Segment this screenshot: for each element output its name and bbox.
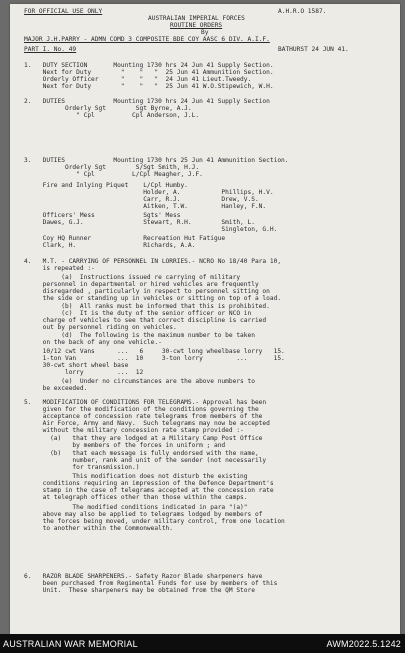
order-line: 5. MODIFICATION OF CONDITIONS FOR TELEGRAMS.- Approval has been xyxy=(24,399,267,406)
order-line: The modified conditions indicated in para "(a)" xyxy=(24,504,248,511)
order-line: charge of vehicles to see that correct discipline is carried xyxy=(24,317,267,324)
order-line: 4. M.T. - CARRYING OF PERSONNEL IN LORRIES.- NCRO No 18/40 Para 10, xyxy=(24,258,282,265)
order-line: number, rank and unit of the sender (not necessarily xyxy=(24,457,267,464)
issuing-officer: MAJOR J.H.PARRY - ADMN COMD 3 COMPOSITE BDE COY AASC 6 DIV. A.I.F. xyxy=(24,36,270,43)
order-line: Orderly Officer " " " 24 Jun 41 Lieut.Tweedy. xyxy=(24,76,252,83)
order-line: above may also be applied to telegrams lodged by members of xyxy=(24,511,263,518)
order-line: Holder, A. Phillips, H.V. xyxy=(24,189,274,196)
order-line: Coy HQ Runner Recreation Hut Fatigue xyxy=(24,235,226,242)
order-line: 6. RAZOR BLADE SHARPENERS.- Safety Razor Blade sharpeners have xyxy=(24,573,263,580)
order-line: the side or standing up in vehicles or sitting on top of a load. xyxy=(24,295,282,302)
order-line: (a) that they are lodged at a Military Camp Post Office xyxy=(24,435,263,442)
order-line: Next for Duty " " " 25 Jun 41 Ammunition Section. xyxy=(24,69,274,76)
order-line: (d) The following is the maximum number to be taken xyxy=(24,332,255,339)
order-line: (e) Under no circumstances are the above numbers to xyxy=(24,378,255,385)
archive-name: AUSTRALIAN WAR MEMORIAL xyxy=(3,639,138,649)
document-page xyxy=(10,4,400,634)
order-line: Dawes, G.J. Stewart, R.H. Smith, L. xyxy=(24,219,255,226)
order-line: (b) that each message is fully endorsed with the name, xyxy=(24,450,259,457)
order-line: conditions requiring an impression of the Defence Department's xyxy=(24,480,274,487)
order-line: to another within the Commonwealth. xyxy=(24,525,174,532)
archive-footer-bar xyxy=(0,634,405,653)
order-line: Clark, H. Richards, A.A. xyxy=(24,242,196,249)
order-line: on the back of any one vehicle.- xyxy=(24,339,162,346)
order-line: Air Force, Army and Navy. Such telegrams may now be accepted xyxy=(24,420,270,427)
order-line: 10/12 cwt Vans ... 6 30-cwt long wheelbase lorry 15. xyxy=(24,348,285,355)
order-line: Singleton, G.H. xyxy=(24,226,278,233)
order-line: 3. DUTIES Mounting 1730 hrs 25 Jun 41 Ammunition Section. xyxy=(24,157,289,164)
order-line: out by personnel riding on vehicles. xyxy=(24,324,177,331)
order-line: personnel in departmental or hired vehicles are frequently xyxy=(24,281,259,288)
order-line: Orderly Sgt S/Sgt Smith, H.J. xyxy=(24,164,200,171)
organisation-name: AUSTRALIAN IMPERIAL FORCES xyxy=(148,15,245,22)
issue-date: BATHURST 24 JUN 41. xyxy=(278,46,349,53)
order-line: the forces being moved, under military control, from one location xyxy=(24,518,285,525)
part-number: PART I. No. 49 xyxy=(24,46,77,53)
order-line: been purchased from Regimental Funds for use by members of this xyxy=(24,580,278,587)
archive-accession-number: AWM2022.5.1242 xyxy=(326,639,401,649)
order-line: Unit. These sharpeners may be obtained from the QM Store xyxy=(24,587,255,594)
order-line: Next for Duty " " " 25 Jun 41 W.O.Stipewich, W.H. xyxy=(24,83,274,90)
order-line: 2. DUTIES Mounting 1730 hrs 24 Jun 41 Supply Section xyxy=(24,98,270,105)
order-line: Officers' Mess Sgts' Mess xyxy=(24,212,181,219)
order-line: at telegraph offices other than those within the camps. xyxy=(24,494,248,501)
order-line: Orderly Sgt Sgt Byrne, A.J. xyxy=(24,105,192,112)
order-line: be exceeded. xyxy=(24,385,88,392)
order-line: is repeated :- xyxy=(24,265,95,272)
order-line: disregarded , particularly in respect to personnel sitting on xyxy=(24,288,270,295)
order-line: Carr, R.J. Drew, V.S. xyxy=(24,196,259,203)
order-line: Fire and Inlying Piquet L/Cpl Humby. xyxy=(24,182,188,189)
order-line: Aitken, T.W. Hanley, F.N. xyxy=(24,203,267,210)
order-line: by members of the forces in uniform ; and xyxy=(24,442,226,449)
order-line: for transmission.) xyxy=(24,464,140,471)
order-line: " Cpl L/Cpl Meagher, J.F. xyxy=(24,171,203,178)
order-line: 30-cwt short wheel base xyxy=(24,362,129,369)
restriction-marking: FOR OFFICIAL USE ONLY xyxy=(24,8,103,15)
order-line: This modification does not disturb the existing xyxy=(24,473,248,480)
orders-title: ROUTINE ORDERS xyxy=(170,22,223,29)
order-line: stamp in the case of telegrams accepted at the concession rate xyxy=(24,487,274,494)
order-line: 1-ton Van ... 10 3-ton lorry ... 15. xyxy=(24,355,285,362)
order-line: (c) It is the duty of the senior officer or NCO in xyxy=(24,310,252,317)
order-line: lorry ... 12 xyxy=(24,369,144,376)
order-line: given for the modification of the conditions governing the xyxy=(24,406,259,413)
order-line: without the military concession rate stamp provided :- xyxy=(24,427,244,434)
document-reference: A.H.R.O 1587. xyxy=(278,8,327,15)
by-line: By xyxy=(201,29,209,36)
order-line: acceptance of concession rate telegrams from members of the xyxy=(24,413,263,420)
order-line: (a) Instructions issued re carrying of military xyxy=(24,274,241,281)
order-line: (b) All ranks must be informed that this is prohibited. xyxy=(24,303,270,310)
order-line: " Cpl Cpl Anderson, J.L. xyxy=(24,112,200,119)
order-line: 1. DUTY SECTION Mounting 1730 hrs 24 Jun 41 Supply Section. xyxy=(24,62,274,69)
